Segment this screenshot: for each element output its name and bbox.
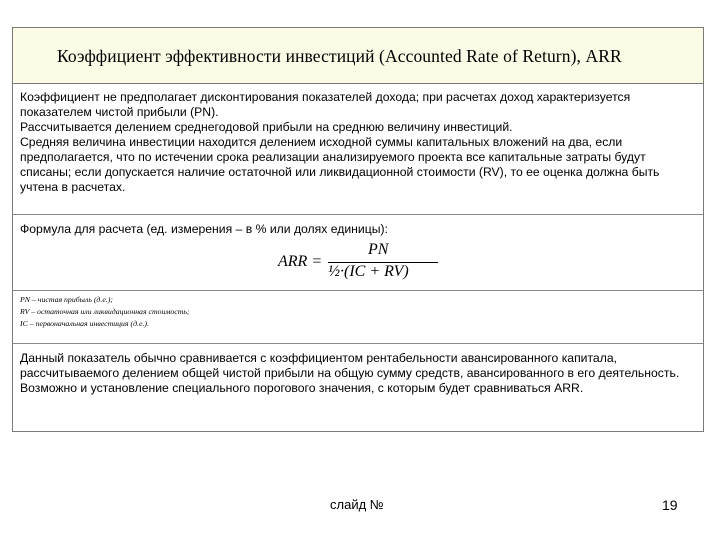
legend-box	[13, 291, 703, 344]
intro-paragraph: Рассчитывается делением среднегодовой прибыли на среднюю величину инвестиций.	[20, 120, 513, 134]
legend-item: IC – первоначальная инвестиция (д.е.).	[20, 319, 149, 328]
legend-item: PN – чистая прибыль (д.е.);	[20, 295, 113, 304]
slide-title: Коэффициент эффективности инвестиций (Accounted Rate of Return), ARR	[57, 46, 622, 66]
intro-paragraph: Средняя величина инвестиции находится делением исходной суммы капитальных вложений на два, если предполагается, что по истечении срока реализации анализируемого проекта все капитальные затраты будут списаны; если допускается наличие остаточной или ликвидационной стоимости (RV), то ее оценка должна быть учтена в расчетах.	[20, 135, 660, 194]
title-bar	[13, 28, 703, 84]
page-number: 19	[662, 497, 678, 513]
conclusion-text: Данный показатель обычно сравнивается с коэффициентом рентабельности авансированного капитала, рассчитываемого делением общей чистой прибыли на общую сумму средств, авансированного в его деятельность. Возможно и установление специального порогового значения, с которым будет сравниваться ARR.	[20, 351, 680, 395]
formula-denominator: ½·(IC + RV)	[328, 263, 409, 280]
arr-formula	[278, 241, 438, 283]
intro-box	[13, 87, 703, 215]
formula-caption: Формула для расчета (ед. измерения – в % или долях единицы):	[20, 222, 388, 236]
legend-item: RV – остаточная или ликвидационная стоимость;	[20, 307, 190, 316]
formula-numerator: PN	[368, 241, 389, 258]
footer-slide-label: слайд №	[330, 497, 384, 512]
conclusion-box	[13, 344, 703, 432]
formula-lhs: ARR =	[278, 253, 323, 270]
intro-paragraph: Коэффициент не предполагает дисконтирования показателей дохода; при расчетах доход характеризуется показателем чистой прибыли (PN).	[20, 90, 631, 119]
